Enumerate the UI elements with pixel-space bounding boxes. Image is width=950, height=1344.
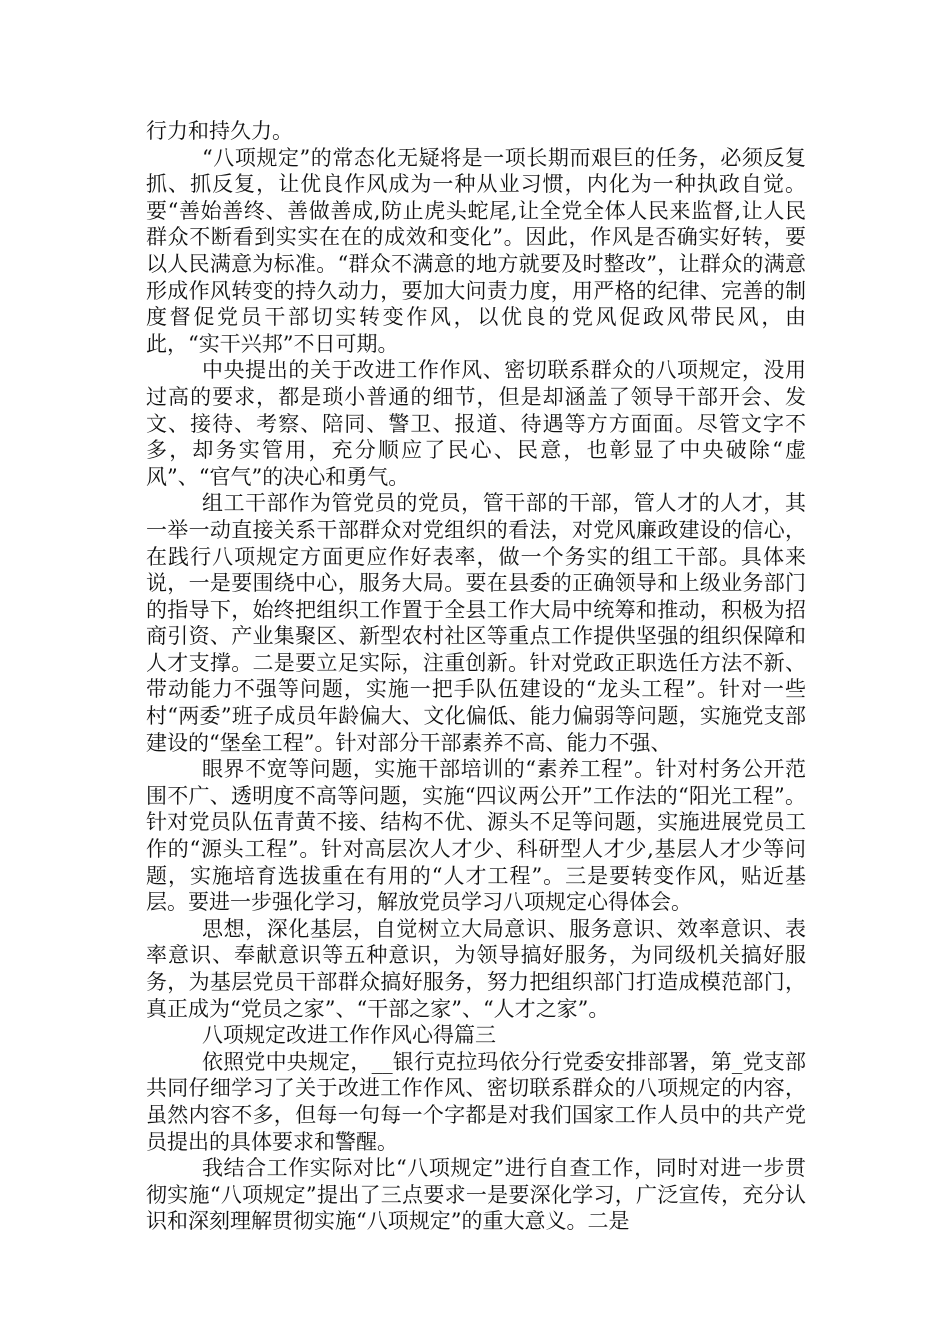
document-page (146, 118, 806, 1235)
paragraph-6: 思想，深化基层，自觉树立大局意识、服务意识、效率意识、表率意识、奉献意识等五种意识，为领导搞好服务，为同级机关搞好服务，为基层党员干部群众搞好服务，努力把组织部门打造成模范部门，真正成为“党员之家”、“干部之家”、“人才之家”。 (146, 916, 806, 1021)
paragraph-2: “八项规定”的常态化无疑将是一项长期而艰巨的任务，必须反复抓、抓反复，让优良作风成为一种从业习惯，内化为一种执政自觉。要“善始善终、善做善成,防止虎头蛇尾,让全党全体人民来监督,让人民群众不断看到实实在在的成效和变化”。因此，作风是否确实好转，要以人民满意为标准。“群众不满意的地方就要及时整改”，让群众的满意形成作风转变的持久动力，要加大问责力度，用严格的纪律、完善的制度督促党员干部切实转变作风，以优良的党风促政风带民风，由此，“实干兴邦”不日可期。 (146, 145, 806, 356)
paragraph-4: 组工干部作为管党员的党员，管干部的干部，管人才的人才，其一举一动直接关系干部群众对党组织的看法，对党风廉政建设的信心，在践行八项规定方面更应作好表率，做一个务实的组工干部。具体来说，一是要围绕中心，服务大局。要在县委的正确领导和上级业务部门的指导下，始终把组织工作置于全县工作大局中统筹和推动，积极为招商引资、产业集聚区、新型农村社区等重点工作提供坚强的组织保障和人才支撑。二是要立足实际，注重创新。针对党政正职选任方法不新、带动能力不强等问题，实施一把手队伍建设的“龙头工程”。针对一些村“两委”班子成员年龄偏大、文化偏低、能力偏弱等问题，实施党支部建设的“堡垒工程”。针对部分干部素养不高、能力不强、 (146, 491, 806, 755)
paragraph-3: 中央提出的关于改进工作作风、密切联系群众的八项规定，没用过高的要求，都是琐小普通的细节，但是却涵盖了领导干部开会、发文、接待、考察、陪同、警卫、报道、待遇等方方面面。尽管文字不多，却务实管用，充分顺应了民心、民意，也彰显了中央破除“虚风”、“官气”的决心和勇气。 (146, 358, 806, 489)
section-heading: 八项规定改进工作作风心得篇三 (202, 1023, 496, 1048)
paragraph-5: 眼界不宽等问题，实施干部培训的“素养工程”。针对村务公开范围不广、透明度不高等问题，实施“四议两公开”工作法的“阳光工程”。针对党员队伍青黄不接、结构不优、源头不足等问题，实施进展党员工作的“源头工程”。针对高层次人才少、科研型人才少,基层人才少等问题，实施培育选拔重在有用的“人才工程”。三是要转变作风，贴近基层。要进一步强化学习，解放党员学习八项规定心得体会。 (146, 757, 806, 915)
paragraph-8: 我结合工作实际对比“八项规定”进行自查工作，同时对进一步贯彻实施“八项规定”提出了三点要求一是要深化学习，广泛宣传，充分认识和深刻理解贯彻实施“八项规定”的重大意义。二是 (146, 1156, 806, 1234)
paragraph-7: 依照党中央规定，__银行克拉玛依分行党委安排部署，第_党支部共同仔细学习了关于改进工作作风、密切联系群众的八项规定的内容，虽然内容不多，但每一句每一个字都是对我们国家工作人员中的共产党员提出的具体要求和警醒。 (146, 1049, 806, 1154)
paragraph-1: 行力和持久力。 (146, 119, 293, 143)
